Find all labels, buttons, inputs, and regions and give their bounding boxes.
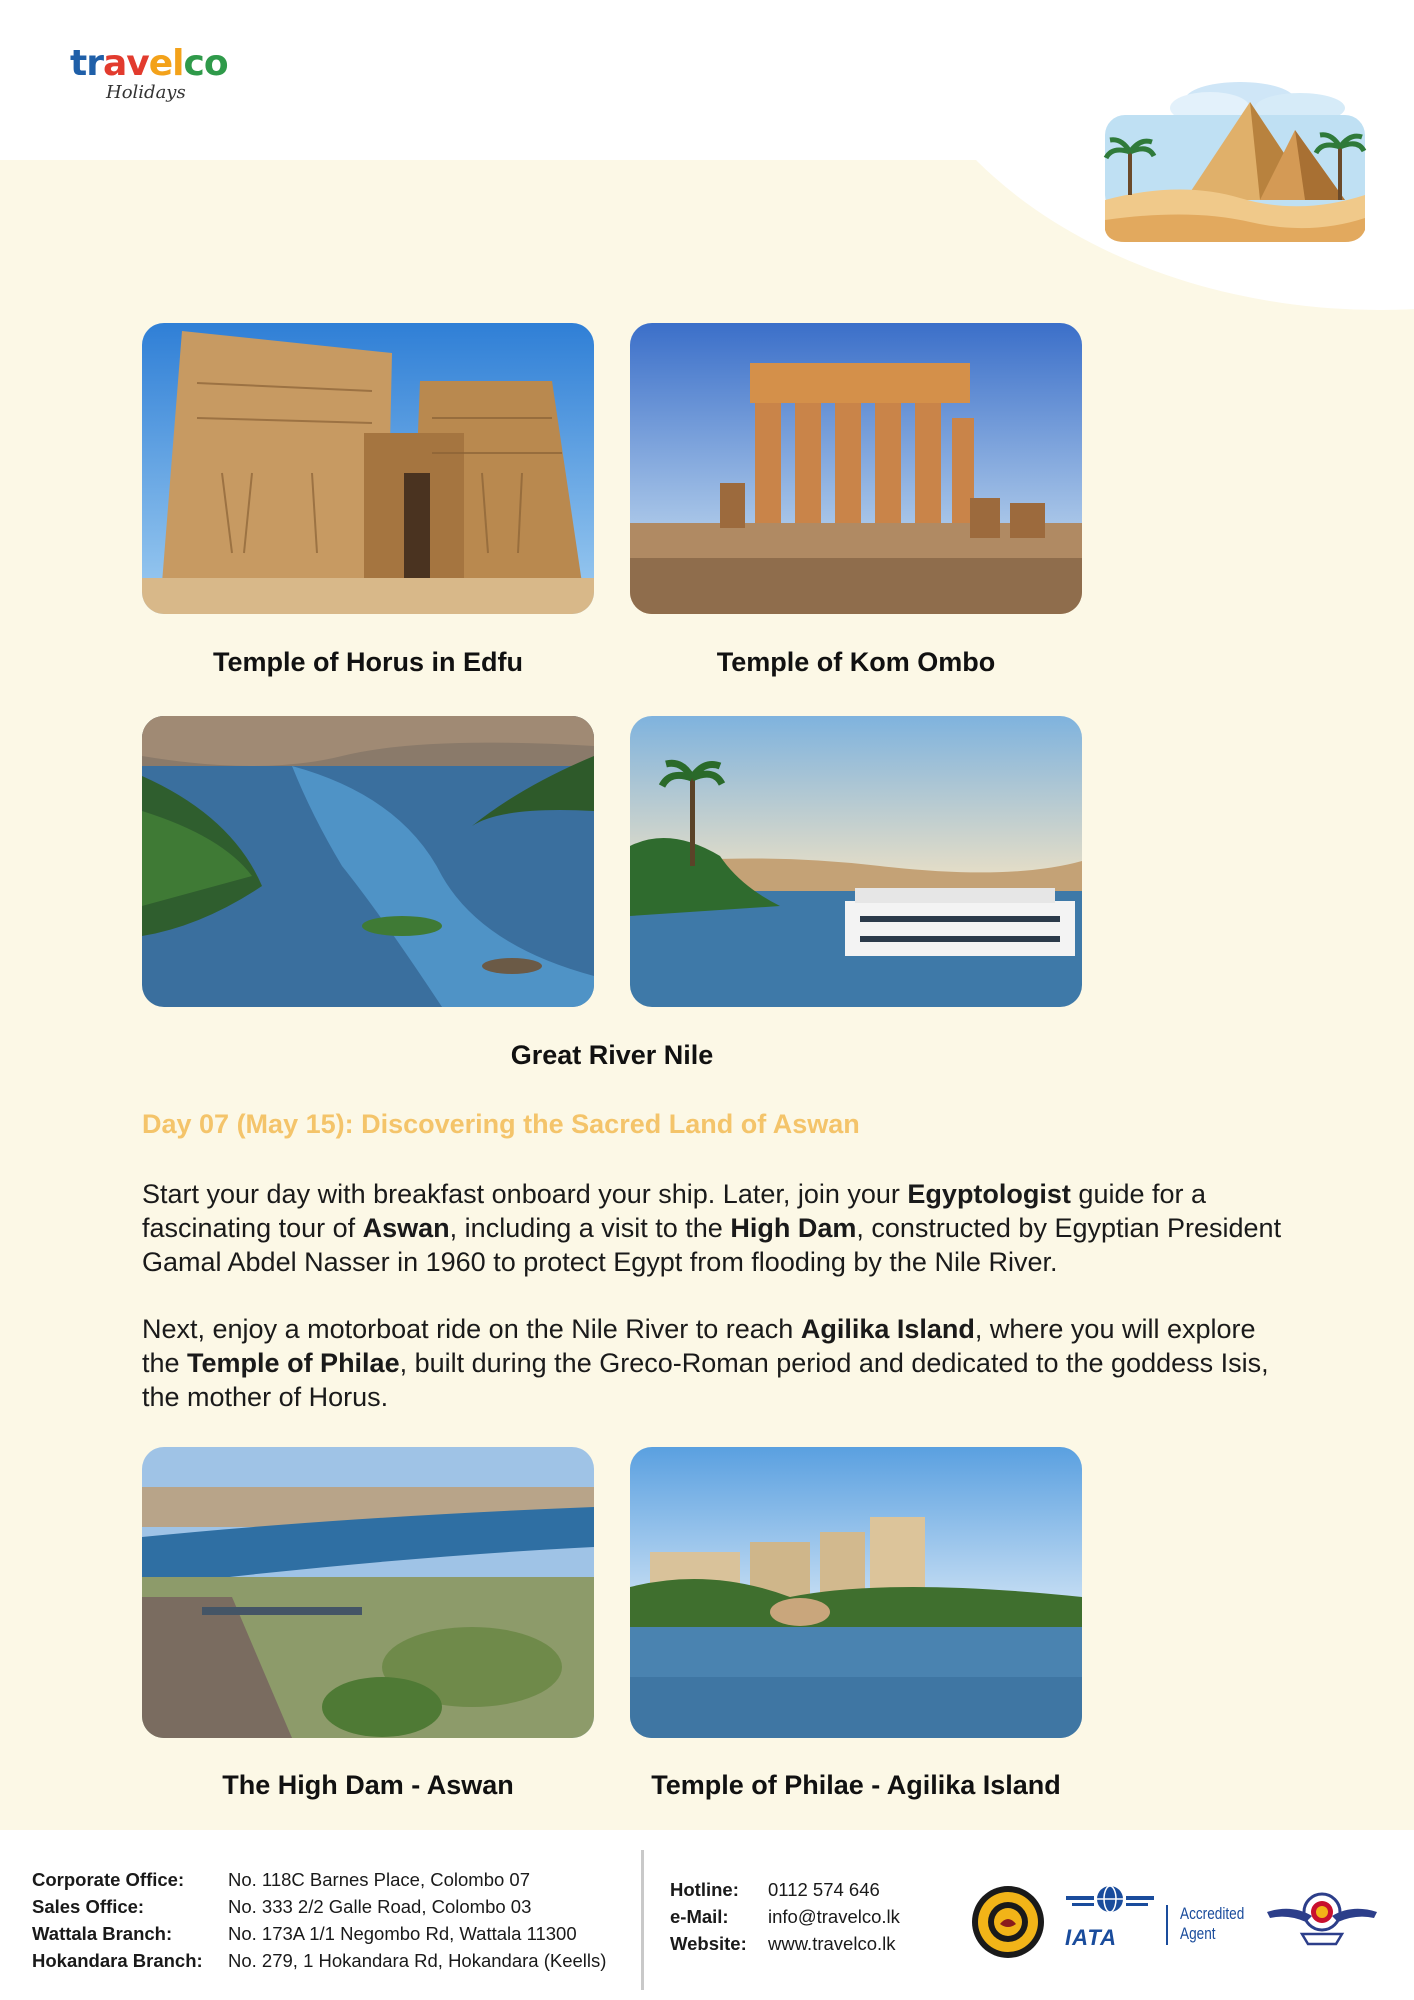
iata-globe-icon bbox=[1062, 1885, 1158, 1925]
contact-list bbox=[670, 1876, 900, 1957]
p2-text-1: Next, enjoy a motorboat ride on the Nile River to reach bbox=[142, 1314, 801, 1344]
office-row bbox=[32, 1893, 606, 1920]
logo-part-2: av bbox=[102, 43, 149, 84]
office-value: No. 173A 1/1 Negombo Rd, Wattala 11300 bbox=[228, 1923, 577, 1944]
logo-subtitle: Holidays bbox=[106, 82, 186, 103]
office-value: No. 279, 1 Hokandara Rd, Hokandara (Keells) bbox=[228, 1950, 607, 1971]
day-paragraph-2 bbox=[142, 1312, 1282, 1414]
iata-wordmark: IATA bbox=[1065, 1925, 1118, 1950]
accredited-divider bbox=[1166, 1905, 1168, 1945]
day-paragraph-1 bbox=[142, 1177, 1282, 1279]
contact-key: Hotline: bbox=[670, 1879, 739, 1900]
p2-text-2: , where you will explore the bbox=[142, 1314, 1256, 1378]
accredited-agent-label bbox=[1180, 1904, 1244, 1944]
office-key: Wattala Branch: bbox=[32, 1923, 173, 1944]
contact-key: e-Mail: bbox=[670, 1906, 729, 1927]
travelco-logo bbox=[70, 44, 230, 124]
office-row bbox=[32, 1920, 606, 1947]
accredited-text: Accredited bbox=[1180, 1904, 1245, 1923]
caption-nile: Great River Nile bbox=[510, 1040, 714, 1070]
caption-kom-ombo: Temple of Kom Ombo bbox=[716, 647, 996, 677]
logo-wordmark bbox=[70, 44, 230, 84]
agent-text: Agent bbox=[1180, 1924, 1216, 1943]
office-list bbox=[32, 1866, 606, 1974]
p1-text-4: , constructed by Egyptian President Gamal Abdel Nasser in 1960 to protect Egypt from flooding by the Nile River. bbox=[142, 1213, 1282, 1277]
p2-bold-philae: Temple of Philae bbox=[187, 1348, 400, 1378]
photo-nile-aerial bbox=[142, 716, 594, 1007]
website-link[interactable]: www.travelco.lk bbox=[768, 1933, 896, 1954]
logo-part-3: el bbox=[148, 43, 184, 84]
office-key: Corporate Office: bbox=[32, 1869, 185, 1890]
day-07-title: Day 07 (May 15): Discovering the Sacred Land of Aswan bbox=[142, 1109, 860, 1139]
office-value: No. 333 2/2 Galle Road, Colombo 03 bbox=[228, 1896, 532, 1917]
p1-bold-aswan: Aswan bbox=[362, 1213, 450, 1243]
contact-row-email bbox=[670, 1903, 900, 1930]
footer-divider bbox=[641, 1850, 644, 1990]
p1-text-1: Start your day with breakfast onboard your ship. Later, join your bbox=[142, 1179, 908, 1209]
email-link[interactable]: info@travelco.lk bbox=[768, 1906, 900, 1927]
photo-temple-horus-edfu bbox=[142, 323, 594, 614]
photo-high-dam bbox=[142, 1447, 594, 1738]
photo-nile-cruise bbox=[630, 716, 1082, 1007]
office-value: No. 118C Barnes Place, Colombo 07 bbox=[228, 1869, 530, 1890]
p1-text-3: , including a visit to the bbox=[449, 1213, 731, 1243]
contact-row-hotline bbox=[670, 1876, 900, 1903]
logo-part-4: co bbox=[183, 43, 228, 84]
office-row bbox=[32, 1866, 606, 1893]
aviation-emblem-icon bbox=[1262, 1882, 1382, 1962]
tourism-emblem-icon bbox=[970, 1884, 1046, 1960]
p1-bold-high-dam: High Dam bbox=[730, 1213, 857, 1243]
p2-text-3: , built during the Greco-Roman period and dedicated to the goddess Isis, the mother of Horus. bbox=[142, 1348, 1269, 1412]
p1-text-2: guide for a fascinating tour of bbox=[142, 1179, 1207, 1243]
caption-edfu: Temple of Horus in Edfu bbox=[213, 647, 523, 677]
caption-high-dam: The High Dam - Aswan bbox=[222, 1770, 514, 1800]
office-row bbox=[32, 1947, 606, 1974]
pyramids-illustration bbox=[1100, 60, 1370, 250]
photo-temple-philae bbox=[630, 1447, 1082, 1738]
contact-row-website bbox=[670, 1930, 900, 1957]
office-key: Hokandara Branch: bbox=[32, 1950, 203, 1971]
office-key: Sales Office: bbox=[32, 1896, 145, 1917]
logo-part-1: tr bbox=[70, 43, 103, 84]
photo-temple-kom-ombo bbox=[630, 323, 1082, 614]
hotline-value[interactable]: 0112 574 646 bbox=[768, 1879, 880, 1900]
contact-key: Website: bbox=[670, 1933, 747, 1954]
p1-bold-egyptologist: Egyptologist bbox=[907, 1179, 1071, 1209]
p2-bold-agilika: Agilika Island bbox=[800, 1314, 975, 1344]
caption-philae: Temple of Philae - Agilika Island bbox=[651, 1770, 1061, 1800]
